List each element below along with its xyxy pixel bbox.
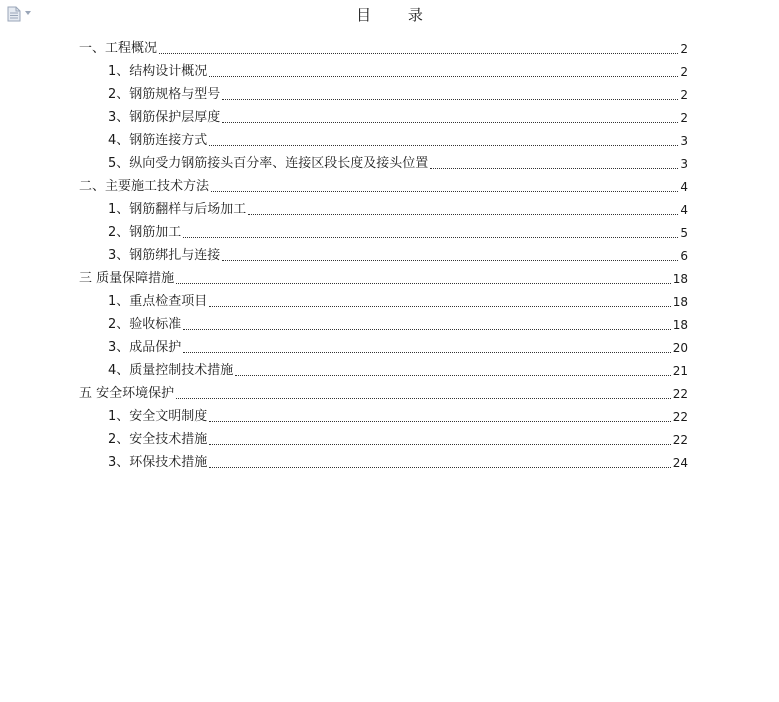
toc-dot-leader (209, 444, 670, 445)
toc-entry-page-number: 4 (680, 203, 688, 217)
toc-entry-label: 4、质量控制技术措施 (108, 363, 234, 378)
toc-entry-page-number: 18 (672, 272, 688, 286)
toc-entry[interactable] (79, 448, 688, 471)
toc-dot-leader (176, 398, 671, 399)
toc-dot-leader (248, 214, 678, 215)
toc-dot-leader (176, 283, 671, 284)
toc-entry-label: 4、钢筋连接方式 (108, 133, 208, 148)
toc-entry-label: 3、钢筋绑扎与连接 (108, 248, 221, 263)
toc-entry-label: 1、钢筋翻样与后场加工 (108, 202, 247, 217)
toc-entry-label: 1、安全文明制度 (108, 409, 208, 424)
toc-dot-leader (222, 99, 678, 100)
toc-entry-page-number: 22 (672, 410, 688, 424)
toc-dot-leader (159, 53, 678, 54)
document-title: 目 录 (356, 6, 439, 24)
toc-entry-label: 2、钢筋加工 (108, 225, 182, 240)
toc-entry-label: 三 质量保障措施 (79, 271, 175, 286)
toc-entry[interactable] (79, 218, 688, 241)
toc-entry[interactable] (79, 172, 688, 195)
toc-dot-leader (222, 122, 678, 123)
toc-entry[interactable] (79, 310, 688, 333)
toc-entry-label: 一、工程概况 (79, 41, 158, 56)
toc-dot-leader (209, 306, 670, 307)
toc-entry[interactable] (79, 333, 688, 356)
toc-entry[interactable] (79, 402, 688, 425)
toc-entry-page-number: 2 (680, 65, 688, 79)
toc-entry-label: 3、环保技术措施 (108, 455, 208, 470)
toc-dot-leader (209, 421, 670, 422)
toc-entry[interactable] (79, 264, 688, 287)
toc-entry-page-number: 2 (680, 88, 688, 102)
toc-entry-label: 二、主要施工技术方法 (79, 179, 210, 194)
toc-entry[interactable] (79, 241, 688, 264)
toc-entry[interactable] (79, 425, 688, 448)
toc-entry-label: 五 安全环境保护 (79, 386, 175, 401)
toc-dot-leader (209, 76, 678, 77)
toc-entry-label: 3、钢筋保护层厚度 (108, 110, 221, 125)
toc-entry[interactable] (79, 57, 688, 80)
toc-entry[interactable] (79, 80, 688, 103)
toc-entry-page-number: 24 (672, 456, 688, 470)
toc-entry-page-number: 18 (672, 295, 688, 309)
toc-entry-page-number: 22 (672, 387, 688, 401)
toc-dot-leader (209, 145, 678, 146)
toc-dot-leader (183, 237, 678, 238)
toc-dot-leader (430, 168, 678, 169)
toc-entry[interactable] (79, 356, 688, 379)
toc-entry-page-number: 20 (672, 341, 688, 355)
toc-entry-label: 1、结构设计概况 (108, 64, 208, 79)
toc-dot-leader (211, 191, 678, 192)
toc-entry-page-number: 18 (672, 318, 688, 332)
table-of-contents (79, 34, 688, 471)
toc-entry[interactable] (79, 126, 688, 149)
toc-dot-leader (209, 467, 670, 468)
toc-entry-label: 5、纵向受力钢筋接头百分率、连接区段长度及接头位置 (108, 156, 429, 171)
toc-entry-label: 2、验收标准 (108, 317, 182, 332)
toc-entry[interactable] (79, 195, 688, 218)
toc-entry-label: 2、钢筋规格与型号 (108, 87, 221, 102)
toc-entry-page-number: 3 (680, 157, 688, 171)
toc-dot-leader (222, 260, 678, 261)
toc-entry-label: 1、重点检查项目 (108, 294, 208, 309)
toc-entry-label: 2、安全技术措施 (108, 432, 208, 447)
toc-entry-page-number: 4 (680, 180, 688, 194)
toc-entry[interactable] (79, 103, 688, 126)
toc-dot-leader (183, 329, 670, 330)
toc-entry-page-number: 3 (680, 134, 688, 148)
toc-entry-page-number: 22 (672, 433, 688, 447)
toc-dot-leader (183, 352, 670, 353)
toc-entry-page-number: 5 (680, 226, 688, 240)
toc-entry-page-number: 21 (672, 364, 688, 378)
toc-entry[interactable] (79, 149, 688, 172)
toc-entry[interactable] (79, 379, 688, 402)
toc-entry-page-number: 2 (680, 42, 688, 56)
toc-entry-label: 3、成品保护 (108, 340, 182, 355)
toc-entry-page-number: 2 (680, 111, 688, 125)
toc-entry[interactable] (79, 34, 688, 57)
toc-entry-page-number: 6 (680, 249, 688, 263)
toc-dot-leader (235, 375, 670, 376)
toc-entry[interactable] (79, 287, 688, 310)
